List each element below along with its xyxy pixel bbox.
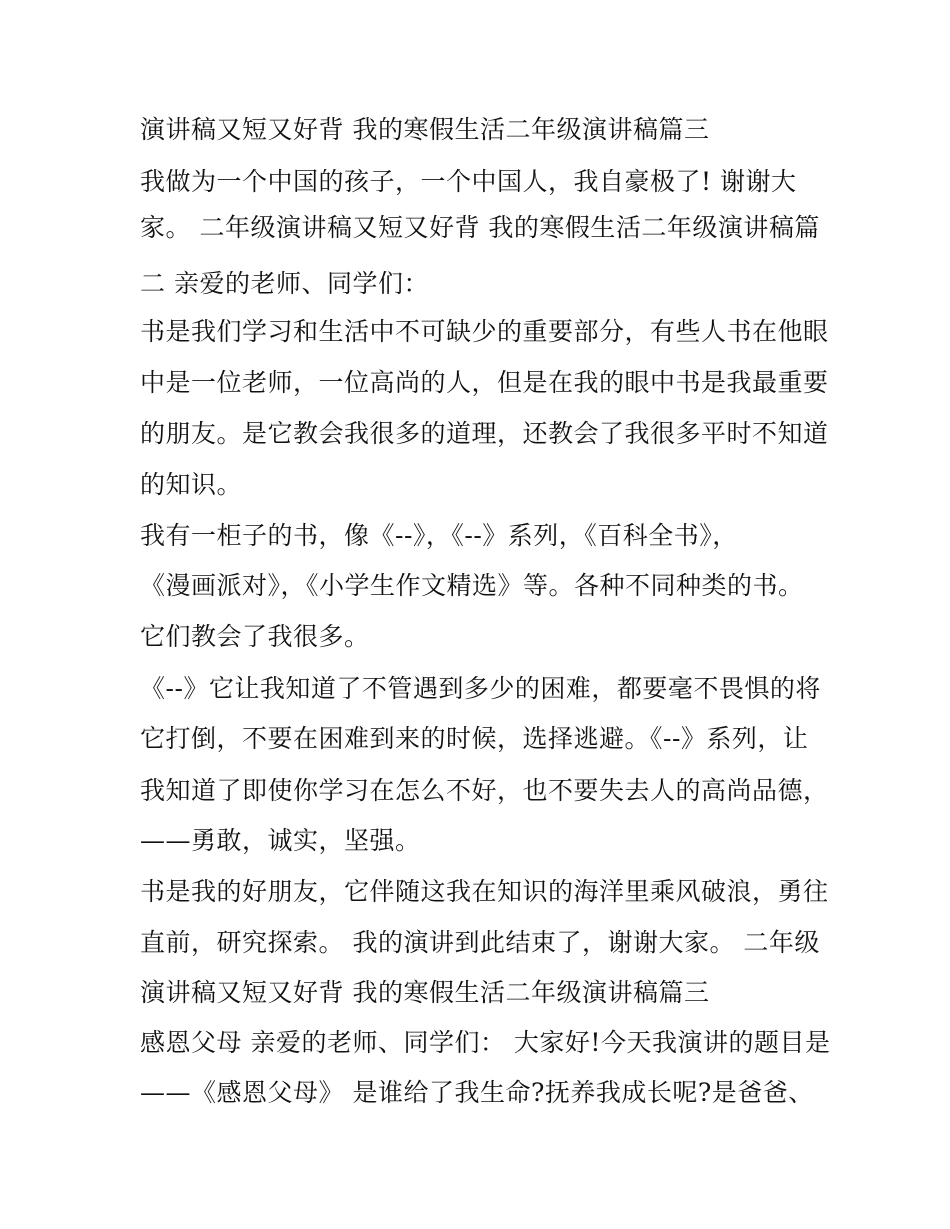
text-line: 我知道了即使你学习在怎么不好，也不要失去人的高尚品德， <box>140 776 829 805</box>
text-line: 感恩父母 亲爱的老师、同学们： 大家好!今天我演讲的题目是 <box>140 1028 831 1057</box>
text-line: 我有一柜子的书，像《--》，《--》系列，《百科全书》， <box>140 521 738 550</box>
text-line: 中是一位老师，一位高尚的人，但是在我的眼中书是我最重要 <box>140 368 829 397</box>
text-line: 我做为一个中国的孩子，一个中国人，我自豪极了! 谢谢大 <box>140 167 797 196</box>
text-line: 书是我们学习和生活中不可缺少的重要部分，有些人书在他眼 <box>140 317 829 346</box>
text-line: 家。 二年级演讲稿又短又好背 我的寒假生活二年级演讲稿篇 <box>140 213 820 242</box>
text-line: 它打倒，不要在困难到来的时候，选择逃避。《--》系列，让 <box>140 724 809 753</box>
text-line: 演讲稿又短又好背 我的寒假生活二年级演讲稿篇三 <box>140 978 710 1007</box>
text-line: ——《感恩父母》 是谁给了我生命?抚养我成长呢?是爸爸、 <box>140 1078 814 1107</box>
text-line: 它们教会了我很多。 <box>140 622 370 651</box>
text-line: 二 亲爱的老师、同学们： <box>140 269 429 298</box>
text-line: 《漫画派对》，《小学生作文精选》等。各种不同种类的书。 <box>140 571 804 600</box>
text-line: 的知识。 <box>140 470 243 499</box>
text-line: 书是我的好朋友，它伴随这我在知识的海洋里乘风破浪，勇往 <box>140 877 829 906</box>
text-line: 的朋友。是它教会我很多的道理，还教会了我很多平时不知道 <box>140 419 829 448</box>
text-line: 直前，研究探索。 我的演讲到此结束了，谢谢大家。 二年级 <box>140 928 820 957</box>
text-line: ——勇敢，诚实，坚强。 <box>140 826 421 855</box>
text-line: 演讲稿又短又好背 我的寒假生活二年级演讲稿篇三 <box>140 115 710 144</box>
text-line: 《--》它让我知道了不管遇到多少的困难，都要毫不畏惧的将 <box>140 674 821 703</box>
